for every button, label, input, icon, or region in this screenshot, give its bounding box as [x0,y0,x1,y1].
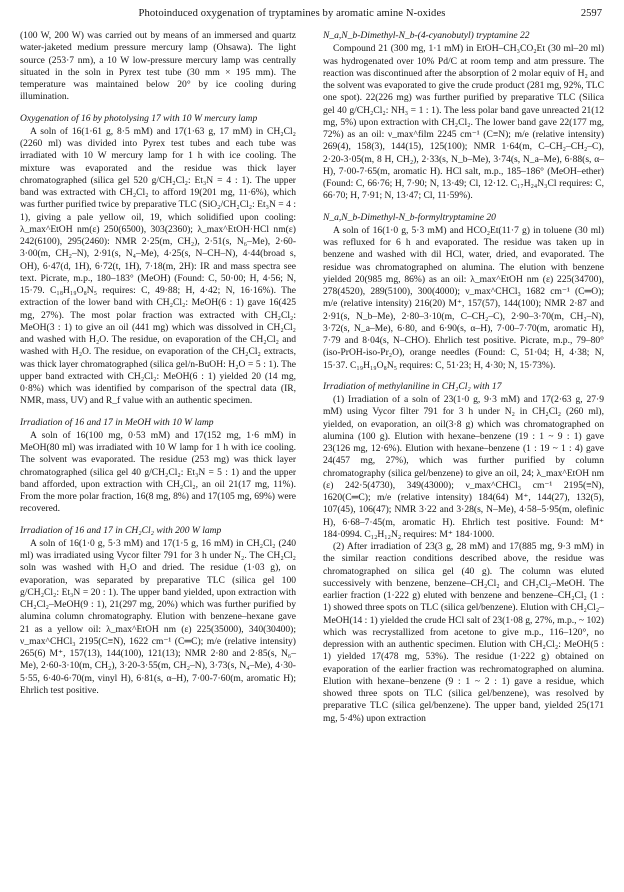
paragraph: (1) Irradiation of a soln of 23(1·0 g, 9·3 mM) and 17(2·63 g, 27·9 mM) using Vycor filter 791 for 3 h under N₂ in CH₂Cl₂ (260 ml), yielded, on evaporation, an oil(3·8 g) which was chromatographed on alumina (100 g). Elution with hexane–benzene (19 : 1 ~ 9 : 1) gave 23(126 mg, 12·6%). Elution with hexane–benzene (1 : 19 ~ 1 : 4) gave 24(457 mg, 27%), which was further purified by column chromatography (silica gel/benzene) to give an oil, 24; λ_max^EtOH nm (ε) 242·5(4730), 349(43000); ν_max^CHCl₃ cm⁻¹ 2195(≡N), 1620(C═C); m/e (relative intensity) 184(64) M⁺, 144(27), 132(5), 107(45), 106(47); NMR 3·22 and 3·28(s, N–Me), 4·58–5·95(m, olefinic H), 6·68–7·45(m, aromatic H). Ehrlich test positive. Found: M⁺ 184·0994. C₁₂H₁₂N₂ requires: M⁺ 184·1000. [323,394,604,540]
running-title: Photoinduced oxygenation of tryptamines by aromatic amine N-oxides [138,8,446,19]
paragraph: A soln of 16(1·61 g, 8·5 mM) and 17(1·63 g, 17 mM) in CH₂Cl₂ (2260 ml) was divided into Pyrex test tubes and each tube was irradiated with 10 W mercury lamp for 1 h with ice cooling. The mixture was evaporated and the residue was thick layer chromatographed (silica gel 520 g/CH₂Cl₂: Et₃N = 4 : 1). The upper band was extracted with CH₂Cl₂ to afford 19(201 mg, 11·6%), which was further purified twice by preparative TLC (SiO₂/CH₂Cl₂: Et₃N = 4 : 1), giving a pale yellow oil, 19, which solidified upon cooling: λ_max^EtOH nm(ε) 250(6500), 303(2360); λ_max^EtOH·HCl nm(ε) 242(6100), 295(2460): NMR 2·25(m, CH₂), 2·51(s, N₆–Me), 2·60-3·00(m, CH₂–N), 2·91(s, N₄–Me), 4·25(s, N–CH–N), 4·44(broad s, OH), 6·47(d, 1H), 6·72(t, 1H), 7·18(m, 2H): IR and mass spectra see text. Picrate, m.p., 180–183° (MeOH) (Found: C, 50·00; H, 4·56; N, 15·79. C₁₈H₁₉O₈N₅ requires: C, 49·88; H, 4·42; N, 16·16%). The extraction of the lower band with CH₂Cl₂: MeOH(6 : 1) gave 16(425 mg, 27%). The most polar fraction was extracted with CH₂Cl₂: MeOH(3 : 1) to give an oil (441 mg) which was dissolved in CH₂Cl₂ and washed with H₂O. The residue, on evaporation of the CH₂Cl₂ and washed with H₂O. The residue, on evaporation of the CH₂Cl₂ extracts, was thick layer chromatographed (silica gel/n-BuOH: H₂O = 5 : 1). The upper band extracted with CH₂Cl₂: MeOH(6 : 1) yielded 20 (14 mg, 0·8%) which was identified by comparison of the spectral data (IR, NMR, mass, UV) and R_f value with an authentic specimen. [20,125,296,407]
page-number: 2597 [580,8,602,19]
paragraph: A soln of 16(100 mg, 0·53 mM) and 17(152 mg, 1·6 mM) in MeOH(80 ml) was irradiated with 10 W lamp for 1 h with ice cooling. The solvent was evaporated. The residue (253 mg) was thick layer chromatographed (silica gel 40 g/CH₂Cl₂: Et₃N = 5 : 1) and the upper band afforded, upon extraction with CH₂Cl₂, an oil 21(17 mg, 11%). From the more polar fraction, 16(8 mg, 8%) and 17(105 mg, 69%) were recovered. [20,429,296,515]
section-heading: N_a,N_b-Dimethyl-N_b-(4-cyanobutyl) tryptamine 22 [323,30,530,41]
right-column [323,30,604,725]
section-heading: N_a,N_b-Dimethyl-N_b-formyltryptamine 20 [323,211,496,223]
left-column [20,30,296,697]
section-heading: Oxygenation of 16 by photolysing 17 with 10 W mercury lamp [20,112,258,124]
paragraph: A soln of 16(1·0 g, 5·3 mM) and 17(1·5 g, 16 mM) in CH₂Cl₂ (240 ml) was irradiated using Vycor filter 791 for 3 h under N₂. The CH₂Cl₂ soln was washed with H₂O and dried. The residue (1·03 g), on evaporation, was separated by preparative TLC (silica gel 100 g/CH₂Cl₂: Et₃N = 20 : 1). The upper band yielded, upon extraction with CH₂Cl₂–MeOH(9 : 1), 21(297 mg, 20%) which was further purified by alumina column chromatography. Elution with benzene–hexane gave 21 as a yellow oil: λ_max^EtOH nm (ε) 225(35000), 340(30400); ν_max^CHCl₃ 2195(C≡N), 1622 cm⁻¹ (C═C); m/e (relative intensity) 265(6) M⁺, 157(13), 144(100), 121(13); NMR 2·80 and 2·85(s, N₆–Me), 2·60-3·10(m, CH₂), 3·20-3·55(m, CH₂–N), 3·73(s, N₄–Me), 4·30-5·55, 6·40-6·70(m, vinyl H), 6·81(s, α–H), 7·00-7·60(m, aromatic H); Ehrlich test positive. [20,537,296,696]
section-heading: Irradiation of 16 and 17 in CH₂Cl₂ with 200 W lamp [20,524,222,536]
paragraph: Compound 21 (300 mg, 1·1 mM) in EtOH–CH₃CO₂Et (30 ml–20 ml) was hydrogenated over 10% Pd/C at room temp and atm pressure. The reaction was discontinued after the absorption of 2 molar equiv of H₂ and the solvent was evaporated to give the crude product (281 mg, 92%, TLC one spot). 22(226 mg) was further purified by preparative TLC (Silica gel 40 g/CH₂Cl₂: NH₃ = 1 : 1). The less polar band gave unreacted 21(12 mg, 5%) upon extraction with CH₂Cl₂. The lower band gave 22(177 mg, 72%) as an oil: ν_max^film 2245 cm⁻¹ (C≡N); m/e (relative intensity) 269(4), 158(3), 144(15), 125(100); NMR 1·64(m, C–CH₂–CH₂–C), 2·20-3·05(m, 8 H, CH₂), 2·33(s, N_b–Me), 3·74(s, N_a–Me), 6·88(s, α–H), 7·00-7·65(m, aromatic H). HCl salt, m.p., 185–186° (MeOH–ether) (Found: C, 66·76; H, 7·90; N, 13·49; Cl, 12·12. C₁₇H₂₄N₃Cl requires: C, 66·70; H, 7·91; N, 13·47; Cl, 11·59%). [323,43,604,202]
section-heading: Irradiation of methylaniline in CH₂Cl₂ with 17 [323,380,502,392]
paragraph-apparatus: (100 W, 200 W) was carried out by means of an immersed and quartz water-jaketed medium pressure mercury lamp (Ohsawa). The light source (253·7 nm), a 10 W low-pressure mercury lamp was centrally situated in the soln in Pyrex test tube (30 mm × 195 mm). The temperature was maintained below 20° by ice cooling during illumination. [20,30,296,103]
paragraph: (2) After irradiation of 23(3 g, 28 mM) and 17(885 mg, 9·3 mM) in the similar reaction conditions described above, the residue was chromatographed on silica gel (40 g). The column was eluted successively with benzene, benzene–CH₂Cl₂ and CH₂Cl₂–MeOH. The earlier fraction (1·222 g) eluted with benzene and benzene–CH₂Cl₂ (1 : 1) showed three spots on TLC (silica gel/benzene). Elution with CH₂Cl₂–MeOH(14 : 1) yielded the crude HCl salt of 23(1·08 g, 27%, m.p., ~ 102) which was recrystallized from acetone to give m.p., 116–120°, no depression with an authentic specimen. Elution with CH₂Cl₂: MeOH(5 : 1) yielded 17(478 mg, 53%). The residue (1·222 g) obtained on evaporation of the earlier fraction was rechromatographed on alumina. Elution with hexane–benzene (9 : 1 ~ 2 : 1) gave a residue, which showed three spots on TLC (silica gel/benzene), was resolved by preparative TLC (silica gel/benzene). The upper band, yielded 25(171 mg, 5·4%) upon extraction [323,541,604,724]
running-header [22,8,602,24]
section-heading: Irradiation of 16 and 17 in MeOH with 10 W lamp [20,416,214,428]
paragraph: A soln of 16(1·0 g, 5·3 mM) and HCO₂Et(11·7 g) in toluene (30 ml) was refluxed for 6 h and evaporated. The residue was taken up in benzene and washed with dil HCl, water, dried, and evaporated. The residue was chromatographed on alumina. The elution with benzene yielded 20(985 mg, 86%) as an oil: λ_max^EtOH nm (ε) 225(34700), 278(4520), 289(5100), 300(4000); ν_max^CHCl₃ 1682 cm⁻¹ (C═O); m/e (relative intensity) 216(20) M⁺, 157(57), 144(100); NMR 2·87 and 2·91(s, N_b–Me), 2·80–3·10(m, C–CH₂–C), 2·90–3·70(m, CH₂–N), 3·72(s, N_a–Me), 6·80, and 6·90(s, α–H), 7·00–7·70(m, aromatic H), 7·79 and 8·04(s, N–CHO). Ehrlich test positive. Picrate, m.p., 79–80° (iso-PrOH-iso-Pr₂O), orange needles (Found: C, 51·04; H, 4·38; N, 15·37. C₁₉H₁₉O₈N₅ requires: C, 51·23; H, 4·30; N, 15·73%). [323,224,604,371]
